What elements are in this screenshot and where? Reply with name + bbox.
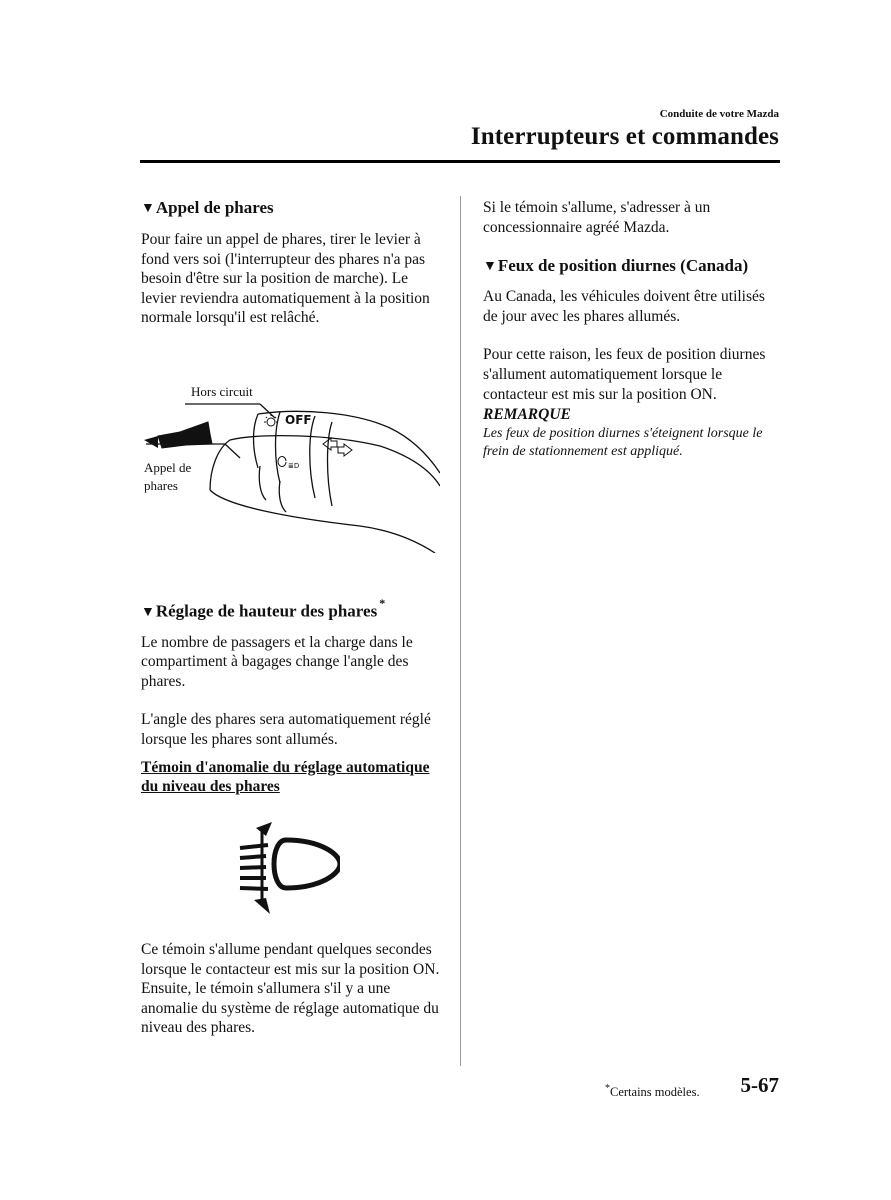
switch-off-text: OFF [285, 413, 312, 427]
triangle-bullet-icon: ▼ [141, 201, 155, 216]
paragraph-concessionnaire: Si le témoin s'allume, s'adresser à un concessionnaire agréé Mazda. [483, 199, 711, 236]
paragraph-feux-diurnes-2: Pour cette raison, les feux de position diurnes s'allument automatiquement lorsque le contacteur est mis sur la position ON. [483, 346, 766, 403]
svg-text:≣D: ≣D [288, 462, 300, 470]
triangle-bullet-icon: ▼ [483, 259, 497, 275]
label-off: Hors circuit [191, 384, 253, 399]
footer-note: *Certains modèles. [605, 1083, 700, 1100]
section-heading-feux-diurnes: ▼Feux de position diurnes (Canada) [483, 255, 783, 279]
label-flash: Appel de phares [144, 460, 192, 493]
lever-drawing [140, 378, 440, 553]
paragraph-reglage-4: Ensuite, le témoin s'allumera s'il y a une anomalie du système de réglage automatique du niveau des phares. [141, 980, 439, 1037]
paragraph-reglage-3: Ce témoin s'allume pendant quelques secondes lorsque le contacteur est mis sur la position ON. [141, 941, 440, 978]
models-marker: * [379, 596, 386, 610]
paragraph-reglage-2: L'angle des phares sera automatiquement réglé lorsque les phares sont allumés. [141, 711, 431, 749]
headlight-leveling-warning-icon [236, 818, 340, 918]
lever-figure [140, 378, 440, 553]
paragraph-feux-diurnes-1: Au Canada, les véhicules doivent être utilisés de jour avec les phares allumés. [483, 288, 765, 325]
page-title: Interrupteurs et commandes [470, 123, 779, 150]
chapter-title: Conduite de votre Mazda [659, 108, 779, 120]
right-column [483, 198, 783, 462]
section-heading-reglage: ▼Réglage de hauteur des phares * [141, 595, 441, 625]
note-title: REMARQUE [483, 406, 571, 424]
left-column-lower [141, 595, 441, 797]
section-heading-appel-de-phares: ▼Appel de phares [141, 197, 441, 221]
note-text: Les feux de position diurnes s'éteignent lorsque le frein de stationnement est appliqué. [483, 425, 763, 460]
left-column-bottom [141, 940, 441, 1038]
paragraph-reglage-1: Le nombre de passagers et la charge dans le compartiment à bagages change l'angle des phares. [141, 633, 413, 690]
warning-light-subheading: Témoin d'anomalie du réglage automatique du niveau des phares [141, 758, 430, 796]
header-rule [140, 160, 780, 163]
triangle-bullet-icon: ▼ [141, 604, 155, 620]
left-column [141, 197, 441, 328]
page-number: 5-67 [740, 1073, 779, 1097]
column-divider [460, 196, 461, 1066]
paragraph-appel-de-phares: Pour faire un appel de phares, tirer le levier à fond vers soi (l'interrupteur des phares n'a pas besoin d'être sur la position de marche). Le levier reviendra automatiquement à la position normale lorsqu'il est relâché. [141, 231, 430, 327]
